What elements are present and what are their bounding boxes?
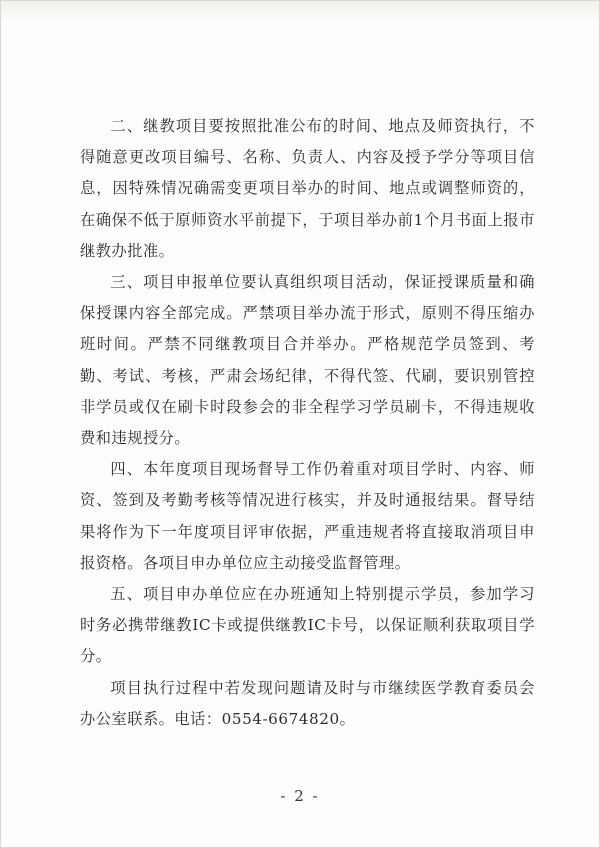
document-body — [80, 111, 535, 735]
scan-edge — [1, 1, 599, 23]
paragraph-item-3: 三、项目申报单位要认真组织项目活动，保证授课质量和确保授课内容全部完成。严禁项目举办流于形式，原则不得压缩办班时间。严禁不同继教项目合并举办。严格规范学员签到、考勤、考试、考核，严肃会场纪律，不得代签、代刷，要识别管控非学员或仅在刷卡时段参会的非全程学习学员刷卡，不得违规收费和违规授分。 — [80, 273, 535, 448]
paragraph-item-4: 四、本年度项目现场督导工作仍着重对项目学时、内容、师资、签到及考勤考核等情况进行核实，并及时通报结果。督导结果将作为下一年度项目评审依据，严重违规者将直接取消项目申报资格。各项目申办单位应主动接受监督管理。 — [80, 460, 535, 572]
paragraph-item-2: 二、继教项目要按照批准公布的时间、地点及师资执行，不得随意更改项目编号、名称、负责人、内容及授予学分等项目信息，因特殊情况确需变更项目举办的时间、地点或调整师资的，在确保不低于原师资水平前提下，于项目举办前1个月书面上报市继教办批准。 — [80, 117, 535, 260]
page-number: - 2 - — [280, 787, 320, 805]
paragraph-item-5: 五、项目申办单位应在办班通知上特别提示学员，参加学习时务必携带继教IC卡或提供继教IC卡号，以保证顺利获取项目学分。 — [80, 585, 535, 666]
paragraph-contact: 项目执行过程中若发现问题请及时与市继续医学教育委员会办公室联系。电话：0554-6674820。 — [80, 678, 535, 728]
